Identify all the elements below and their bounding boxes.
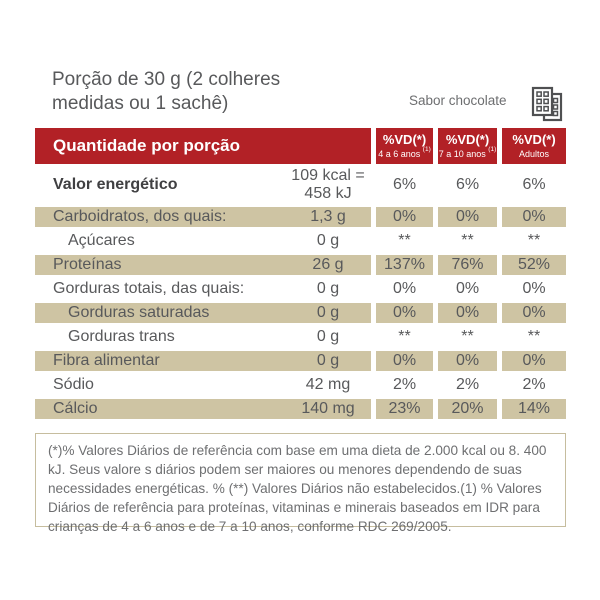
serving-size-text (52, 68, 280, 116)
vd-column-header-7-10 (438, 128, 497, 164)
amount-value: 42 mg (305, 376, 351, 394)
footnote-text: (*)% Valores Diários de referência com base em uma dieta de 2.000 kcal ou 8. 400 kJ. Seus valore s diários podem ser maiores ou menores dependendo de suas necessidades energéticas. % (**) Valores Diários não estabelecidos.(1) % Valores Diários de referência para proteínas, vitaminas e minerais baseados em IDR para crianças de 4 a 6 anos e de 7 a 10 anos, conforme RDC 269/2005. (48, 443, 547, 534)
vd-value-cell: ** (527, 232, 541, 249)
amount-value: 0 g (316, 232, 340, 250)
amount-value: 109 kcal = 458 kJ (291, 167, 365, 202)
quantity-per-serving-header (35, 128, 371, 164)
nutrient-label: Proteínas (53, 256, 122, 273)
quantity-header-label: Quantidade por porção (53, 136, 241, 155)
vd-value-cell: ** (527, 328, 541, 345)
row-label-cell (35, 277, 371, 301)
table-row (35, 253, 566, 277)
vd-value-cell: 0% (376, 205, 433, 229)
vd-value-cell: 0% (438, 349, 497, 373)
vd-subtitle: 7 a 10 anos $^{(1)}$ (438, 146, 497, 159)
table-header-row (35, 128, 566, 164)
amount-value: 0 g (316, 328, 340, 346)
row-label-cell (35, 253, 371, 277)
vd-value-cell: ** (461, 328, 474, 345)
vd-value-cell: 0% (392, 280, 417, 297)
vd-value-cell: 6% (455, 175, 480, 193)
nutrient-label: Cálcio (53, 400, 98, 417)
nutrient-label: Carboidratos, dos quais: (53, 208, 227, 225)
footnote-box (35, 433, 566, 534)
table-row (35, 229, 566, 253)
vd-value-cell: 0% (438, 205, 497, 229)
vd-title: %VD(*) (512, 132, 556, 147)
vd-value-cell: 23% (376, 397, 433, 421)
vd-value-cell: 0% (376, 349, 433, 373)
row-label-cell (35, 229, 371, 253)
table-row (35, 301, 566, 325)
row-label-cell (35, 397, 371, 421)
vd-value-cell: 2% (392, 376, 417, 393)
table-body (35, 164, 566, 421)
vd-value-cell: 6% (392, 175, 417, 193)
nutrient-label: Açúcares (68, 232, 135, 249)
table-row (35, 164, 566, 205)
table-row (35, 205, 566, 229)
row-label-cell (35, 205, 371, 229)
vd-value-cell: 52% (502, 253, 566, 277)
vd-value-cell: 6% (522, 175, 546, 193)
vd-value-cell: 0% (502, 301, 566, 325)
vd-value-cell: 2% (522, 376, 546, 393)
vd-title: %VD(*) (382, 132, 427, 147)
vd-title: %VD(*) (445, 132, 490, 147)
serving-size-line1: Porção de 30 g (2 colheres (52, 69, 281, 90)
nutrient-label: Fibra alimentar (53, 352, 160, 369)
table-row (35, 325, 566, 349)
table-row (35, 397, 566, 421)
vd-value-cell: 2% (455, 376, 480, 393)
vd-value-cell: 0% (455, 280, 480, 297)
vd-value-cell: 14% (502, 397, 566, 421)
nutrient-label: Valor energético (53, 175, 178, 193)
nutrient-label: Gorduras saturadas (68, 304, 210, 321)
amount-value: 140 mg (301, 400, 355, 418)
vd-value-cell: ** (398, 328, 411, 345)
vd-value-cell: 137% (376, 253, 433, 277)
vd-column-header-4-6 (376, 128, 433, 164)
vd-value-cell: 0% (502, 349, 566, 373)
nutrient-label: Gorduras trans (68, 328, 175, 345)
amount-value: 26 g (312, 256, 344, 274)
vd-value-cell: 0% (438, 301, 497, 325)
nutrient-label: Sódio (53, 376, 94, 393)
vd-value-cell: 76% (438, 253, 497, 277)
amount-value: 0 g (316, 280, 340, 298)
row-label-cell (35, 325, 371, 349)
vd-value-cell: 0% (522, 280, 546, 297)
table-row (35, 277, 566, 301)
row-label-cell (35, 373, 371, 397)
nutrition-table (35, 128, 566, 421)
vd-value-cell: ** (398, 232, 411, 249)
vd-value-cell: 0% (502, 205, 566, 229)
table-row (35, 349, 566, 373)
vd-column-header-adults (502, 128, 566, 164)
serving-size-line2: medidas ou 1 sachê) (52, 93, 229, 114)
amount-value: 0 g (316, 304, 340, 322)
flavor-label: Sabor chocolate (409, 93, 507, 108)
row-label-cell (35, 349, 371, 373)
vd-subtitle: Adultos (518, 149, 550, 159)
vd-value-cell: ** (461, 232, 474, 249)
vd-value-cell: 20% (438, 397, 497, 421)
nutrient-label: Gorduras totais, das quais: (53, 280, 245, 297)
amount-value: 0 g (316, 352, 340, 370)
vd-value-cell: 0% (376, 301, 433, 325)
amount-value: 1,3 g (310, 208, 346, 226)
row-label-cell (35, 301, 371, 325)
table-row (35, 373, 566, 397)
row-label-cell (35, 164, 371, 205)
vd-subtitle: 4 a 6 anos $^{(1)}$ (378, 146, 431, 159)
chocolate-bar-icon (529, 85, 567, 123)
